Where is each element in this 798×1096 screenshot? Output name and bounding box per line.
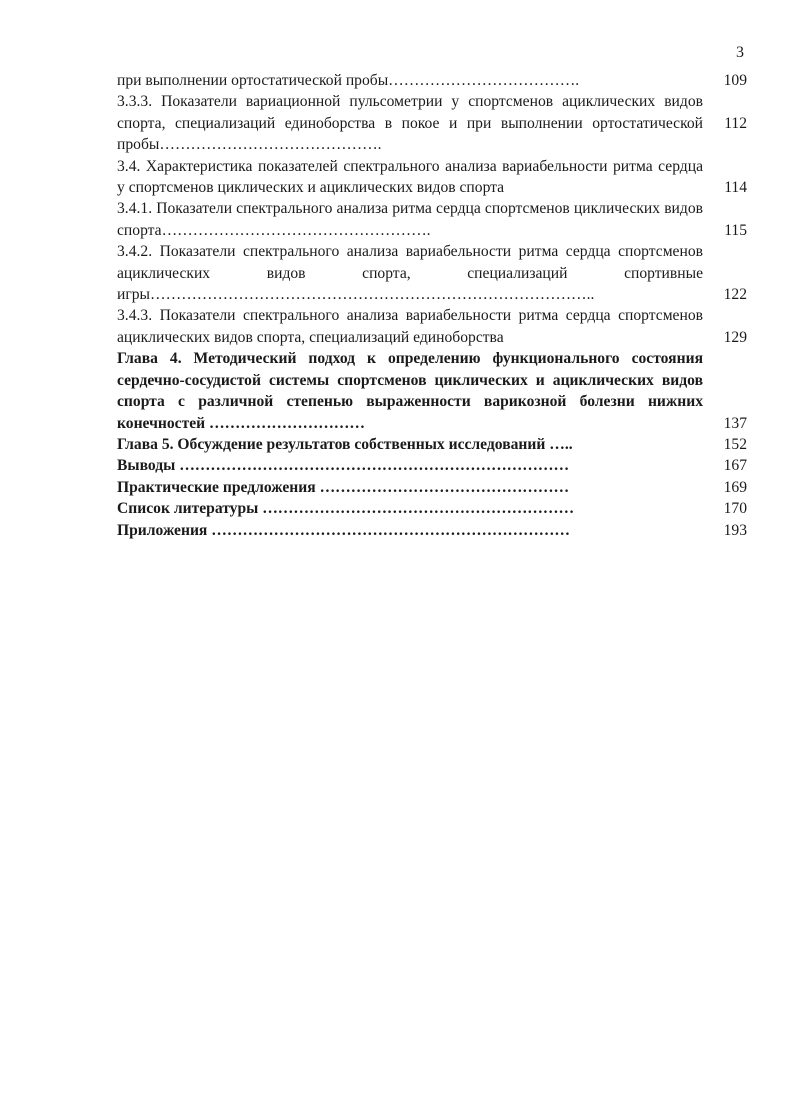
toc-entry (117, 70, 747, 91)
toc-entry (117, 198, 747, 241)
toc-entry-title: 3.4. Характеристика показателей спектрального анализа вариабельности ритма сердца у спортсменов циклических и ациклических видов спорта (117, 157, 703, 197)
toc-entry (117, 91, 747, 155)
toc-chapter-entry (117, 455, 747, 476)
toc-entry-page: 137 (723, 414, 747, 432)
toc-entry-page: 193 (723, 521, 747, 539)
toc-chapter-entry (117, 498, 747, 519)
toc-entry-title: Список литературы …………………………………………………… (117, 500, 575, 518)
toc-entry-title: Выводы ………………………………………………………………… (117, 457, 570, 475)
toc-entry-title: Приложения …………………………………………………………… (117, 521, 570, 539)
toc-chapter-entry (117, 434, 747, 455)
toc-entry-page: 169 (723, 478, 747, 496)
toc-entry-page: 109 (723, 72, 747, 89)
toc-entry-page: 114 (724, 179, 747, 197)
toc-entry-page: 167 (723, 457, 747, 475)
toc-entry-title: при выполнении ортостатической пробы………………………………. (117, 72, 580, 89)
toc-entry-page: 115 (724, 221, 747, 239)
toc-entry-title: Глава 5. Обсуждение результатов собственных исследований ….. (117, 435, 573, 453)
toc-entry-title: Практические предложения ………………………………………… (117, 478, 570, 496)
toc-chapter-entry (117, 477, 747, 498)
toc-chapter-entry (117, 520, 747, 541)
toc-entry-title: 3.4.3. Показатели спектрального анализа вариабельности ритма сердца спортсменов ациклических видов спорта, специализаций единоборства (117, 307, 703, 346)
toc-entry-page: 112 (724, 114, 747, 132)
toc-entry-page: 170 (723, 500, 747, 518)
toc-chapter-entry (117, 348, 747, 434)
toc-entry-page: 152 (723, 435, 747, 453)
toc-entry-page: 122 (723, 286, 747, 304)
toc-entry-title: Глава 4. Методический подход к определению функционального состояния сердечно-сосудистой системы спортсменов циклических и ациклических видов спорта с различной степенью выраженности варикозной болезни нижних конечностей ………………………… (117, 350, 703, 432)
table-of-contents (117, 70, 747, 541)
toc-entry-title: 3.4.2. Показатели спектрального анализа вариабельности ритма сердца спортсменов ациклических видов спорта, специализаций спортивные игры………………………………………………………………………….. (117, 243, 703, 304)
toc-entry-page: 129 (723, 328, 747, 346)
toc-entry (117, 241, 747, 305)
page-number: 3 (736, 44, 744, 61)
toc-entry (117, 156, 747, 199)
toc-entry-title: 3.4.1. Показатели спектрального анализа ритма сердца спортсменов циклических видов спорта……………………………………………. (117, 200, 703, 239)
toc-entry (117, 305, 747, 348)
toc-entry-title: 3.3.3. Показатели вариационной пульсометрии у спортсменов ациклических видов спорта, специализаций единоборства в покое и при выполнении ортостатической пробы……………………………………. (117, 93, 703, 154)
